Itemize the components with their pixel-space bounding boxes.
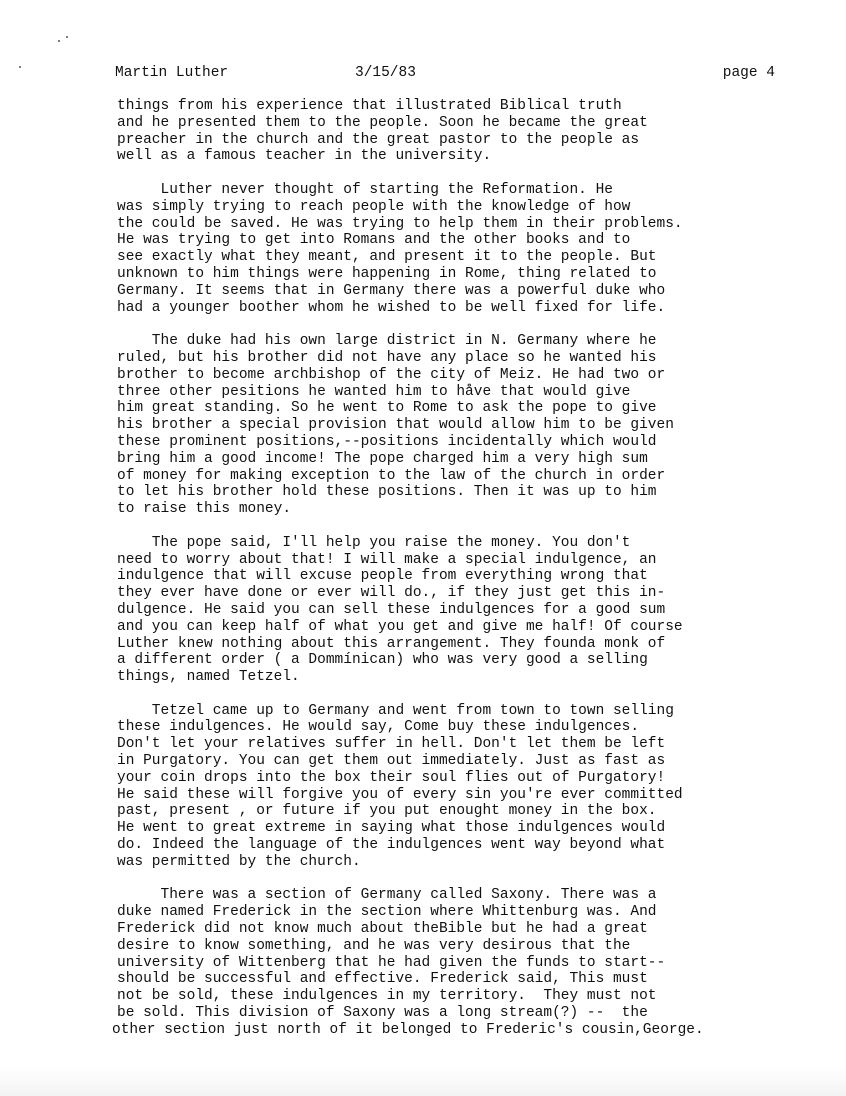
header-date: 3/15/83 [355,65,416,81]
text-line: not be sold, these indulgences in my territory. They must not [117,988,657,1005]
text-line: see exactly what they meant, and present it to the people. But [117,249,657,266]
paragraph [117,703,817,871]
text-line: to let his brother hold these positions. Then it was up to him [117,484,657,501]
page-header [115,63,775,83]
text-line: and he presented them to the people. Soon he became the great [117,114,648,131]
text-line: brother to become archbishop of the city of Meiz. He had two or [117,366,666,383]
header-page-number: page 4 [722,65,775,81]
text-line: be sold. This division of Saxony was a long stream(?) -- the [117,1005,648,1022]
text-line: desire to know something, and he was very desirous that the [117,937,631,954]
text-line: Germany. It seems that in Germany there was a powerful duke who [117,282,666,299]
paragraph [117,182,817,316]
text-line: Don't let your relatives suffer in hell. Don't let them be left [117,736,666,753]
text-line: indulgence that will excuse people from everything wrong that [117,568,648,585]
scan-speck [66,36,68,38]
scan-speck [19,66,21,68]
text-line: unknown to him things were happening in Rome, thing related to [117,265,657,282]
text-line: He was trying to get into Romans and the other books and to [117,232,631,249]
text-line: was permitted by the church. [117,853,361,870]
text-line: a different order ( a Dommínican) who was very good a selling [117,652,648,669]
text-line: things, named Tetzel. [117,669,300,686]
text-line: things from his experience that illustrated Biblical truth [117,98,622,114]
text-line: university of Wittenberg that he had given the funds to start-- [117,954,666,971]
text-line: Tetzel came up to Germany and went from town to town selling [117,702,674,719]
text-line: they ever have done or ever will do., if they just get this in- [117,585,666,602]
text-line: He went to great extreme in saying what those indulgences would [117,820,666,837]
scan-bottom-edge [0,1066,846,1096]
text-line: Luther never thought of starting the Reformation. He [117,181,613,198]
text-line: He said these will forgive you of every sin you're ever committed [117,786,683,803]
text-line: Frederick did not know much about theBible but he had a great [117,921,648,938]
text-line: There was a section of Germany called Saxony. There was a [117,887,657,904]
text-line: need to worry about that! I will make a special indulgence, an [117,551,657,568]
text-line: The duke had his own large district in N. Germany where he [117,333,657,350]
text-line: in Purgatory. You can get them out immediately. Just as fast as [117,753,666,770]
text-line: dulgence. He said you can sell these indulgences for a good sum [117,601,666,618]
text-line: preacher in the church and the great pastor to the people as [117,131,640,148]
document-body [112,98,817,1055]
header-title: Martin Luther [115,65,229,81]
text-line: The pope said, I'll help you raise the money. You don't [117,534,631,551]
text-line: had a younger boother whom he wished to be well fixed for life. [117,299,666,316]
text-line: and you can keep half of what you get and give me half! Of course [117,618,683,635]
paragraph [117,333,817,518]
text-line: Luther knew nothing about this arrangement. They founda monk of [117,635,666,652]
text-line: these prominent positions,--positions incidentally which would [117,433,657,450]
text-line: well as a famous teacher in the university. [117,148,492,165]
text-line: his brother a special provision that would allow him to be given [117,417,674,434]
text-line: these indulgences. He would say, Come buy these indulgences. [117,719,640,736]
text-line: was simply trying to reach people with the knowledge of how [117,198,631,215]
paragraph [117,535,817,686]
text-line: should be successful and effective. Frederick said, This must [117,971,648,988]
text-line: bring him a good income! The pope charged him a very high sum [117,450,648,467]
text-line: other section just north of it belonged to Frederic's cousin,George. [112,1021,704,1038]
text-line: of money for making exception to the law of the church in order [117,467,666,484]
text-line: your coin drops into the box their soul flies out of Purgatory! [117,769,666,786]
scan-speck [58,40,60,42]
text-line: duke named Frederick in the section where Whittenburg was. And [117,904,657,921]
text-line: him great standing. So he went to Rome to ask the pope to give [117,400,657,417]
text-line: ruled, but his brother did not have any place so he wanted his [117,349,657,366]
text-line: three other pesitions he wanted him to håve that would give [117,383,631,400]
text-line: past, present , or future if you put enought money in the box. [117,803,657,820]
text-line: to raise this money. [117,501,292,518]
paragraph [117,98,817,165]
text-line: do. Indeed the language of the indulgences went way beyond what [117,837,666,854]
paragraph [112,887,817,1038]
text-line: the could be saved. He was trying to help them in their problems. [117,215,683,232]
